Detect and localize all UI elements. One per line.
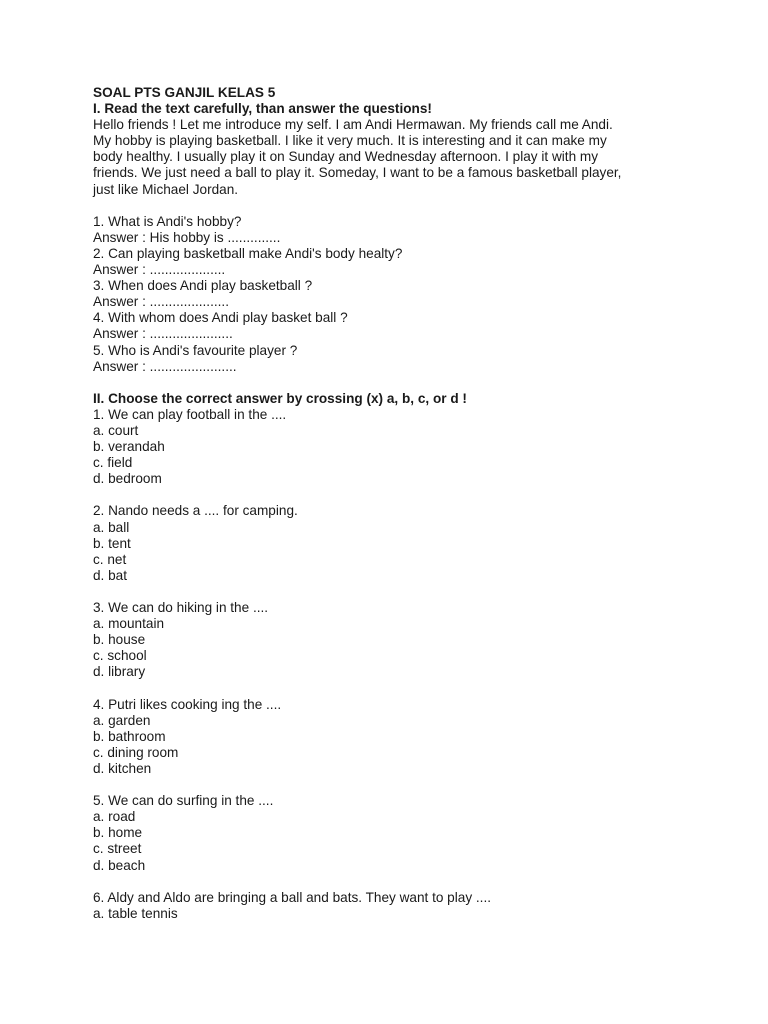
spacer	[93, 874, 708, 890]
mc-option: a. mountain	[93, 616, 165, 632]
mc-question-5	[93, 793, 708, 873]
reading-passage	[93, 117, 708, 197]
mc-option: d. bat	[93, 567, 128, 583]
spacer	[93, 680, 708, 696]
mc-option: b. bathroom	[93, 728, 166, 744]
mc-option: c. net	[93, 551, 127, 567]
essay-question: 2. Can playing basketball make Andi's body healty?	[93, 245, 403, 261]
answer-line: Answer : ......................	[93, 326, 233, 342]
mc-option: b. home	[93, 825, 143, 841]
mc-question-text: 1. We can play football in the ....	[93, 406, 287, 422]
mc-question-text: 4. Putri likes cooking ing the ....	[93, 696, 282, 712]
mc-option: a. garden	[93, 712, 151, 728]
mc-option: a. road	[93, 809, 136, 825]
passage-line: My hobby is playing basketball. I like it very much. It is interesting and it can make my	[93, 133, 607, 149]
mc-question-text: 6. Aldy and Aldo are bringing a ball and bats. They want to play ....	[93, 889, 492, 905]
mc-question-1	[93, 407, 708, 487]
answer-line: Answer : .....................	[93, 294, 229, 310]
mc-question-text: 3. We can do hiking in the ....	[93, 600, 269, 615]
mc-option: b. tent	[93, 535, 131, 551]
essay-question: 4. With whom does Andi play basket ball ?	[93, 310, 348, 326]
essay-question: 1. What is Andi's hobby?	[93, 213, 242, 229]
passage-line: Hello friends ! Let me introduce my self. I am Andi Hermawan. My friends call me Andi.	[93, 117, 613, 133]
answer-line: Answer : .......................	[93, 358, 237, 374]
essay-question: 3. When does Andi play basketball ?	[93, 278, 313, 294]
passage-line: friends. We just need a ball to play it. Someday, I want to be a famous basketball player,	[93, 165, 622, 181]
spacer	[93, 487, 708, 503]
mc-option: c. school	[93, 648, 147, 664]
mc-option: a. ball	[93, 519, 130, 535]
mc-option: c. street	[93, 841, 142, 857]
answer-line: Answer : ....................	[93, 262, 226, 278]
mc-option: c. dining room	[93, 744, 179, 760]
spacer	[93, 375, 708, 391]
spacer	[93, 198, 708, 214]
mc-option: d. kitchen	[93, 760, 152, 776]
essay-questions	[93, 214, 708, 375]
mc-question-text: 2. Nando needs a .... for camping.	[93, 503, 298, 519]
mc-option: c. field	[93, 455, 133, 471]
essay-question: 5. Who is Andi's favourite player ?	[93, 342, 298, 358]
mc-option: b. verandah	[93, 439, 165, 455]
mc-question-4	[93, 697, 708, 777]
section-2-heading: II. Choose the correct answer by crossing (x) a, b, c, or d !	[93, 390, 467, 406]
spacer	[93, 584, 708, 600]
mc-question-text: 5. We can do surfing in the ....	[93, 793, 274, 809]
mc-question-3	[93, 600, 708, 680]
mc-question-6	[93, 890, 708, 922]
mc-option: d. beach	[93, 857, 146, 873]
answer-line: Answer : His hobby is ..............	[93, 229, 281, 245]
mc-option: a. table tennis	[93, 905, 178, 921]
passage-line: just like Michael Jordan.	[93, 181, 239, 197]
mc-option: d. library	[93, 664, 146, 680]
mc-option: a. court	[93, 422, 139, 438]
passage-line: body healthy. I usually play it on Sunday and Wednesday afternoon. I play it with my	[93, 149, 599, 165]
mc-option: b. house	[93, 632, 146, 648]
mc-option: d. bedroom	[93, 471, 162, 487]
document-title: SOAL PTS GANJIL KELAS 5	[93, 85, 276, 100]
mc-question-2	[93, 503, 708, 583]
section-1-heading: I. Read the text carefully, than answer the questions!	[93, 101, 432, 117]
spacer	[93, 777, 708, 793]
